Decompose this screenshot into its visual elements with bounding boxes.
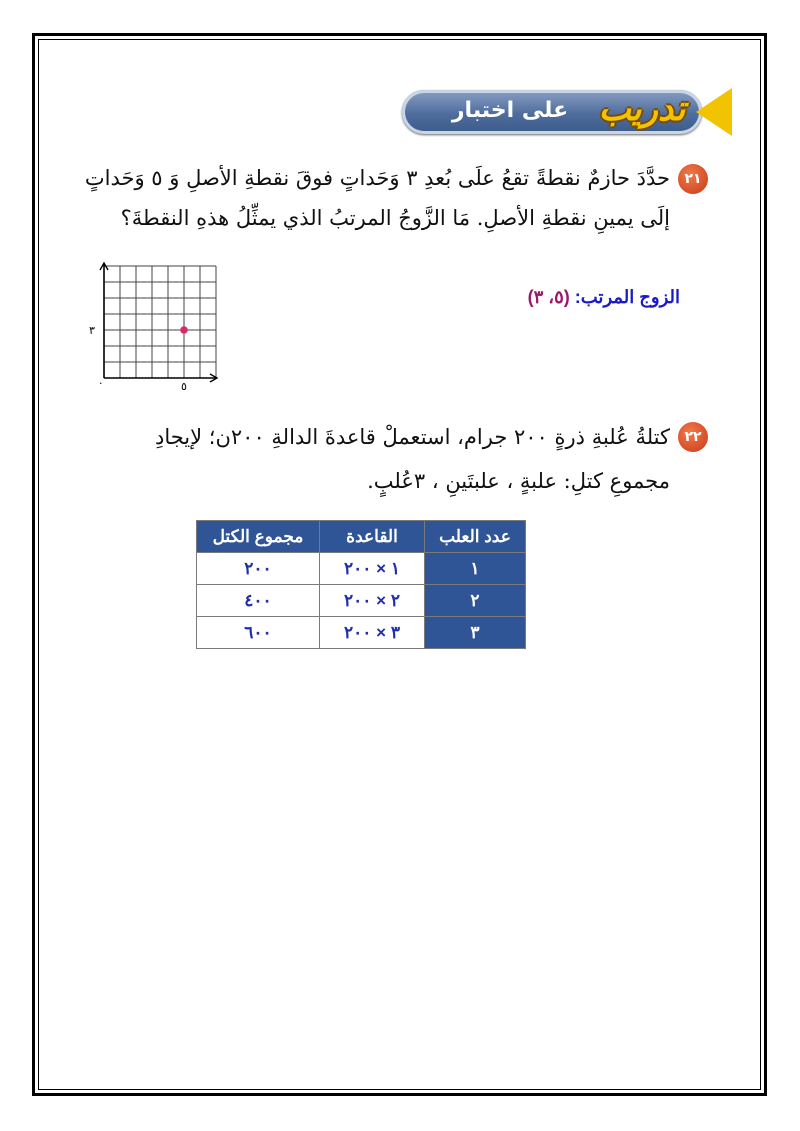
table-header-row <box>197 521 526 553</box>
question-21-answer <box>440 282 680 312</box>
y-axis-label: ٣ <box>89 324 95 337</box>
cell-rule: ٣ × ٢٠٠ <box>320 617 425 649</box>
cell-total: ٤٠٠ <box>197 585 320 617</box>
plotted-point <box>180 326 188 334</box>
question-21-number: ٢١ <box>678 164 708 194</box>
question-21-line-2: إلَى يمينِ نقطةِ الأصلِ. مَا الزَّوجُ المرتبُ الذي يمثِّلُ هذهِ النقطةَ؟ <box>120 206 670 230</box>
banner-arrow-icon <box>696 88 732 136</box>
cell-count: ٣ <box>425 617 526 649</box>
cell-count: ٢ <box>425 585 526 617</box>
header-rule: القاعدة <box>320 521 425 553</box>
cell-total: ٢٠٠ <box>197 553 320 585</box>
cell-rule: ٢ × ٢٠٠ <box>320 585 425 617</box>
mass-table <box>196 520 526 649</box>
question-21-line-1: حدَّدَ حازمٌ نقطةً تقعُ علَى بُعدِ ٣ وَحَداتٍ فوقَ نقطةِ الأصلِ وَ ٥ وَحَداتٍ <box>84 166 670 190</box>
question-22-number: ٢٢ <box>678 422 708 452</box>
practice-banner <box>400 82 732 146</box>
cell-total: ٦٠٠ <box>197 617 320 649</box>
table-row <box>197 553 526 585</box>
coordinate-grid <box>86 260 226 394</box>
question-22-line-1: كتلةُ عُلبةِ ذرةٍ ٢٠٠ جرام، استعملْ قاعدةَ الدالةِ ٢٠٠ن؛ لإيجادِ <box>155 425 670 449</box>
cell-rule: ١ × ٢٠٠ <box>320 553 425 585</box>
header-total: مجموع الكتل <box>197 521 320 553</box>
banner-subtitle: على اختبار <box>451 98 569 123</box>
answer-value: (٥، ٣) <box>527 287 570 307</box>
origin-label: . <box>99 374 103 387</box>
table-row <box>197 585 526 617</box>
grid-lines <box>104 266 216 378</box>
x-axis-label: ٥ <box>181 380 187 393</box>
header-count: عدد العلب <box>425 521 526 553</box>
answer-label: الزوج المرتب: <box>574 287 680 307</box>
banner-title: تدريب <box>598 89 686 129</box>
cell-count: ١ <box>425 553 526 585</box>
table-row <box>197 617 526 649</box>
question-22-line-2: مجموعِ كتلِ: علبةٍ ، علبتَينِ ، ٣عُلبٍ. <box>367 469 670 493</box>
